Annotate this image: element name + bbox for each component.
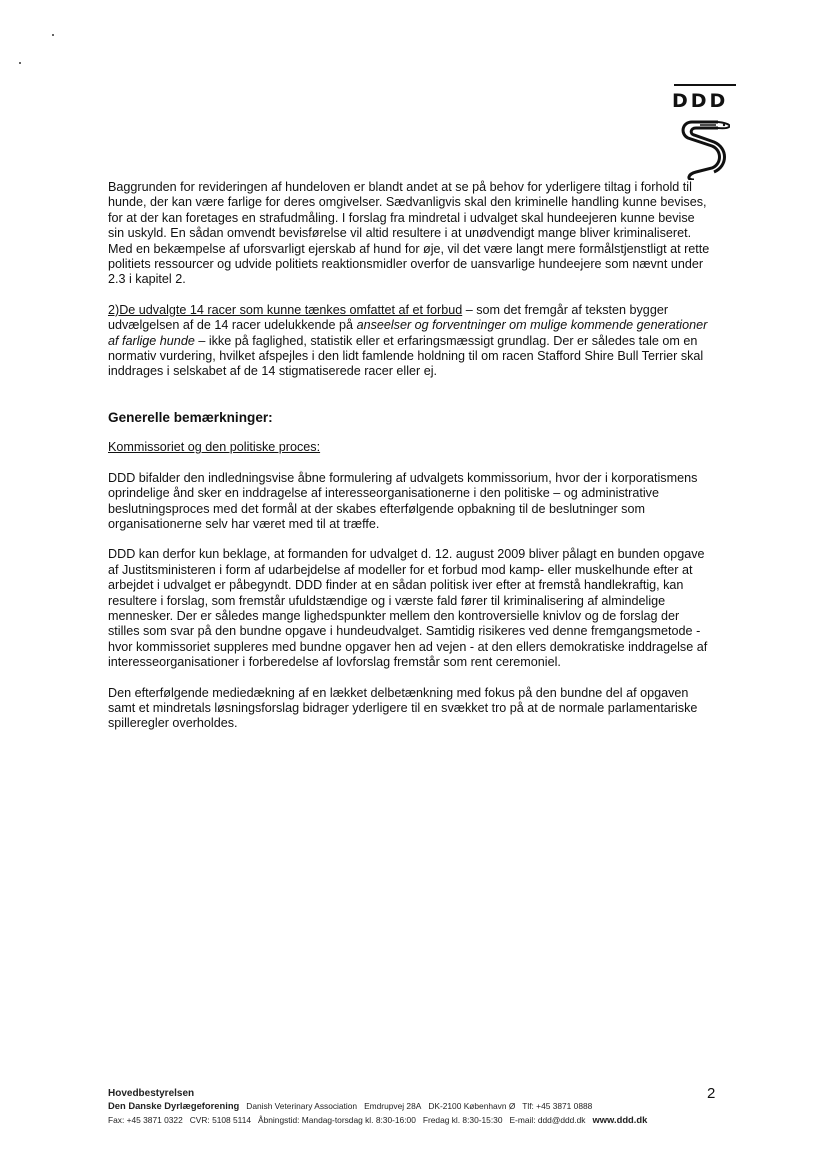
footer-phone: Tlf: +45 3871 0888 <box>522 1101 593 1111</box>
italic-text: anseelser og forventninger om mulige kommende generationer af farlige hunde <box>108 318 708 348</box>
subsection-heading: Kommissoriet og den politiske proces: <box>108 440 321 455</box>
paragraph: DDD kan derfor kun beklage, at formanden for udvalget d. 12. august 2009 bliver pålagt en bunden opgave af Justitsministeren i form af udarbejdelse af modeller for et forbud mod kamp- eller muskelhunde efter at arbejdet i udvalget er påbegyndt. DDD finder at en sådan politisk iver efter at fremstå handlekraftig, kan resultere i forslag, som fremstår ufuldstændige og i værste fald fører til kriminalisering af almindelige mennesker. Der er således mange lighedspunkter mellem den kontroversielle knivlov og de forslag der stilles som svar på den bundne opgave i hundeudvalget. Samtidig risikeres ved denne fremgangsmetode - hvor kommissoriet suppleres med bundne opgaver hen ad vejen - at den ellers demokratiske inddragelse af interesseorganisationer i forberedelse af lovforslag fremstår som rent ceremoniel. <box>108 547 708 670</box>
paragraph: Baggrunden for revideringen af hundeloven er blandt andet at se på behov for yderligere tiltag i forhold til hunde, der kan være farlige for deres omgivelser. Sædvanligvis skal den kriminelle handling kunne bevises, for at der kan foretages en strafudmåling. I forslag fra mindretal i udvalget skal hundeejeren kunne bevise sin uskyld. En sådan omvendt bevisførelse vil altid resultere i at unødvendigt mange bliver kriminaliseret. <box>108 180 707 241</box>
footer-line-2 <box>108 1113 728 1127</box>
text-run: – som det fremgår af teksten bygger udvælgelsen af de 14 racer udelukkende på <box>108 302 669 333</box>
footer-hours-1: Åbningstid: Mandag-torsdag kl. 8:30-16:00 <box>258 1115 416 1125</box>
footer-web: www.ddd.dk <box>592 1114 648 1125</box>
scan-speck <box>19 62 21 64</box>
text-run: – ikke på faglighed, statistik eller et erfaringsmæssigt grundlag. Der er således tale om en normativ vurdering, hvilket afspejles i den lidt famlende holdning til om racen Stafford Shire Bull Terrier skal inddrages i selskabet af de 14 stigmatiserede racer eller ej. <box>108 333 704 379</box>
footer-hours-2: Fredag kl. 8:30-15:30 <box>422 1115 503 1125</box>
page-number: 2 <box>707 1085 716 1102</box>
footer-org: Den Danske Dyrlægeforening <box>108 1100 240 1111</box>
underlined-lead: 2)De udvalgte 14 racer som kunne tænkes omfattet af et forbud <box>108 302 463 317</box>
paragraph: DDD bifalder den indledningsvise åbne formulering af udvalgets kommissorium, hvor der i korporatismens oprindelige ånd sker en inddragelse af interesseorganisationerne i den politiske – og administrative beslutningsproces med det formål at der skabes efterfølgende opbakning til de beslutninger som organisationerne selv har været med til at træffe. <box>108 470 698 531</box>
logo-text: DDD <box>672 90 729 112</box>
paragraph: Med en bekæmpelse af uforsvarligt ejerskab af hund for øje, vil det være langt mere formålstjenstligt at rette politiets ressourcer og udvide politiets reaktionsmidler overfor de uansvarlige hundeejere som nævnt under 2.3 i kapitel 2. <box>108 241 710 287</box>
footer-fax: Fax: +45 3871 0322 <box>108 1115 183 1125</box>
scan-speck <box>52 34 54 36</box>
footer-email: E-mail: ddd@ddd.dk <box>509 1115 586 1125</box>
section-heading: Generelle bemærkninger: <box>108 409 273 425</box>
ddd-logo <box>670 84 740 184</box>
logo-rule <box>674 84 736 86</box>
ddd-snake-icon <box>678 114 730 180</box>
paragraph: Den efterfølgende mediedækning af en lækket delbetænkning med fokus på den bundne del af opgaven samt et mindretals løsningsforslag bidrager yderligere til en svækket tro på at de normale parlamentariske spilleregler overholdes. <box>108 685 698 731</box>
footer-board: Hovedbestyrelsen <box>108 1088 195 1099</box>
footer-address: Emdrupvej 28A <box>364 1101 422 1111</box>
footer-line-1 <box>108 1099 728 1113</box>
footer-assoc: Danish Veterinary Association <box>246 1101 358 1111</box>
footer-city: DK-2100 København Ø <box>428 1101 516 1111</box>
letterhead-footer <box>108 1088 728 1127</box>
letter-body <box>108 180 713 732</box>
paragraph <box>108 303 713 380</box>
footer-cvr: CVR: 5108 5114 <box>189 1115 252 1125</box>
